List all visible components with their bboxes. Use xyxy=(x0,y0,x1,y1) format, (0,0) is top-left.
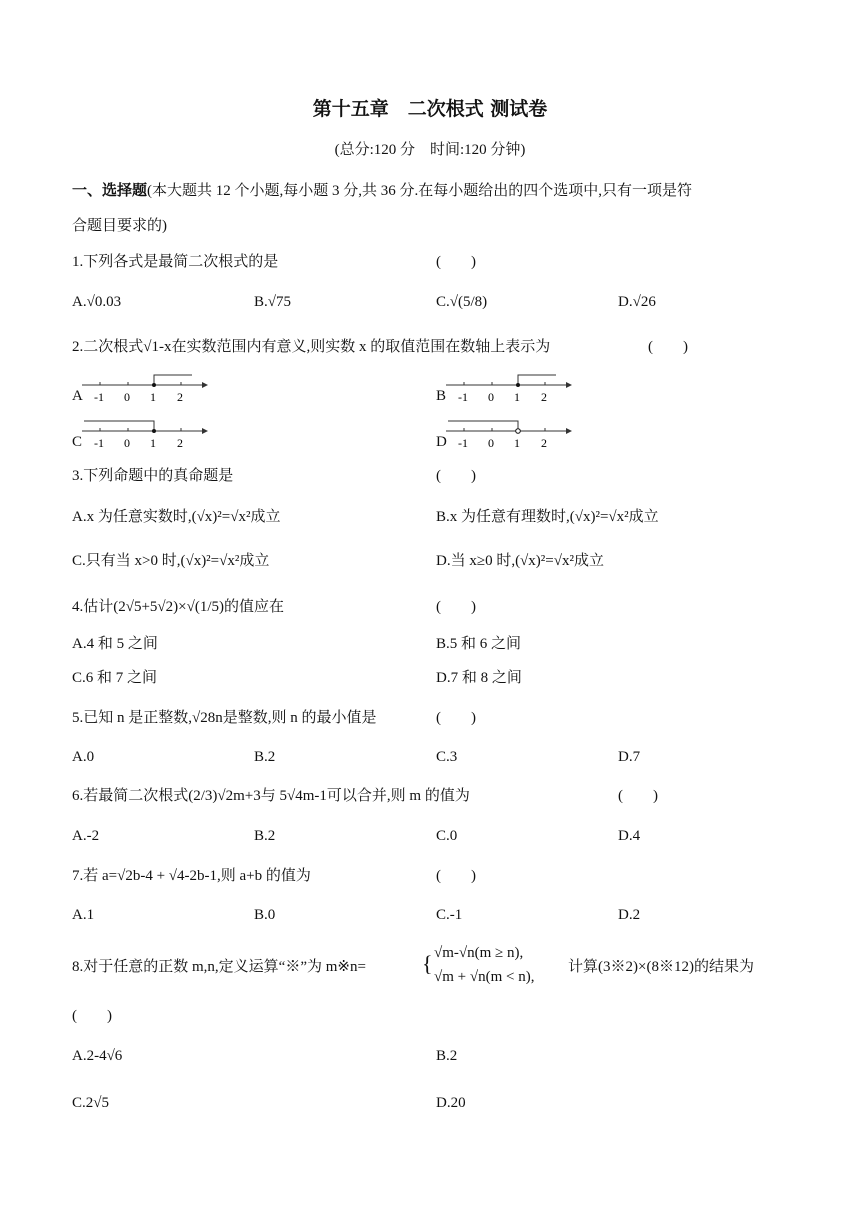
q8-option-a: A.2-4√6 xyxy=(72,1048,123,1064)
q3-option-a: A.x 为任意实数时,(√x)²=√x²成立 xyxy=(72,509,281,525)
tick-label: -1 xyxy=(94,436,104,450)
q1-option-b: B.√75 xyxy=(254,294,291,310)
tick-label: 1 xyxy=(514,390,520,404)
q4-paren: ( ) xyxy=(436,599,476,615)
q2-option-b-numberline xyxy=(446,372,576,406)
q5-option-a: A.0 xyxy=(72,749,95,765)
q2-option-a-numberline xyxy=(82,372,212,406)
q5-paren: ( ) xyxy=(436,710,476,726)
tick-label: -1 xyxy=(94,390,104,404)
q1-option-c: C.√(5/8) xyxy=(436,294,488,310)
q4-option-c: C.6 和 7 之间 xyxy=(72,670,158,686)
section-intro xyxy=(72,180,692,201)
q3-option-d: D.当 x≥0 时,(√x)²=√x²成立 xyxy=(436,553,604,569)
tick-label: -1 xyxy=(458,390,468,404)
q4-option-b: B.5 和 6 之间 xyxy=(436,636,522,652)
q4-option-d: D.7 和 8 之间 xyxy=(436,670,522,686)
tick-label: 1 xyxy=(150,390,156,404)
q8-stem-pre: 8.对于任意的正数 m,n,定义运算“※”为 m※n= xyxy=(72,959,366,975)
q1-stem: 1.下列各式是最简二次根式的是 xyxy=(72,254,279,270)
q1-option-d: D.√26 xyxy=(618,294,656,310)
q8-stem-post: 计算(3※2)×(8※12)的结果为 xyxy=(568,959,754,975)
q7-paren: ( ) xyxy=(436,868,476,884)
q2-stem: 2.二次根式√1-x在实数范围内有意义,则实数 x 的取值范围在数轴上表示为 xyxy=(72,339,551,355)
tick-label: 0 xyxy=(488,436,494,450)
q3-option-b: B.x 为任意有理数时,(√x)²=√x²成立 xyxy=(436,509,659,525)
tick-label: 1 xyxy=(514,436,520,450)
section-intro-line2: 合题目要求的) xyxy=(72,218,167,234)
q1-option-a: A.√0.03 xyxy=(72,294,122,310)
tick-label: 1 xyxy=(150,436,156,450)
q8-case1: √m-√n(m ≥ n), xyxy=(434,945,524,961)
q5-option-b: B.2 xyxy=(254,749,276,765)
tick-label: 0 xyxy=(124,436,130,450)
q2-paren: ( ) xyxy=(648,339,688,355)
q5-stem: 5.已知 n 是正整数,√28n是整数,则 n 的最小值是 xyxy=(72,710,377,726)
q6-option-c: C.0 xyxy=(436,828,458,844)
q7-option-c: C.-1 xyxy=(436,907,463,923)
q7-option-b: B.0 xyxy=(254,907,276,923)
q6-option-d: D.4 xyxy=(618,828,641,844)
section-heading: 一、选择题 xyxy=(72,181,148,199)
page-subtitle: (总分:120 分 时间:120 分钟) xyxy=(334,142,526,158)
tick-label: 2 xyxy=(541,390,547,404)
q3-stem: 3.下列命题中的真命题是 xyxy=(72,468,234,484)
q3-option-c: C.只有当 x>0 时,(√x)²=√x²成立 xyxy=(72,553,270,569)
tick-label: 2 xyxy=(541,436,547,450)
q8-option-c: C.2√5 xyxy=(72,1095,109,1111)
q4-option-a: A.4 和 5 之间 xyxy=(72,636,158,652)
q6-stem: 6.若最简二次根式(2/3)√2m+3与 5√4m-1可以合并,则 m 的值为 xyxy=(72,788,470,804)
q2-option-b-label: B xyxy=(436,388,447,404)
q8-case2: √m + √n(m < n), xyxy=(434,969,535,985)
q2-option-c-label: C xyxy=(72,434,83,450)
q1-paren: ( ) xyxy=(436,254,476,270)
q7-option-a: A.1 xyxy=(72,907,95,923)
q7-stem: 7.若 a=√2b-4 + √4-2b-1,则 a+b 的值为 xyxy=(72,868,311,884)
q6-option-a: A.-2 xyxy=(72,828,100,844)
q6-paren: ( ) xyxy=(618,788,658,804)
q8-option-d: D.20 xyxy=(436,1095,466,1111)
tick-label: 2 xyxy=(177,436,183,450)
q7-option-d: D.2 xyxy=(618,907,641,923)
q8-brace: { xyxy=(422,951,433,976)
q2-option-d-numberline xyxy=(446,418,576,452)
tick-label: -1 xyxy=(458,436,468,450)
q2-option-d-label: D xyxy=(436,434,447,450)
tick-label: 2 xyxy=(177,390,183,404)
q5-option-c: C.3 xyxy=(436,749,458,765)
q3-paren: ( ) xyxy=(436,468,476,484)
q6-option-b: B.2 xyxy=(254,828,276,844)
page-title: 第十五章 二次根式 测试卷 xyxy=(312,98,548,120)
q8-paren: ( ) xyxy=(72,1008,112,1024)
tick-label: 0 xyxy=(124,390,130,404)
q4-stem: 4.估计(2√5+5√2)×√(1/5)的值应在 xyxy=(72,599,285,615)
q5-option-d: D.7 xyxy=(618,749,641,765)
q8-option-b: B.2 xyxy=(436,1048,458,1064)
q2-option-a-label: A xyxy=(72,388,83,404)
tick-label: 0 xyxy=(488,390,494,404)
q2-option-c-numberline xyxy=(82,418,212,452)
section-intro-line1: (本大题共 12 个小题,每小题 3 分,共 36 分.在每小题给出的四个选项中,只有一项是符 xyxy=(147,183,693,199)
